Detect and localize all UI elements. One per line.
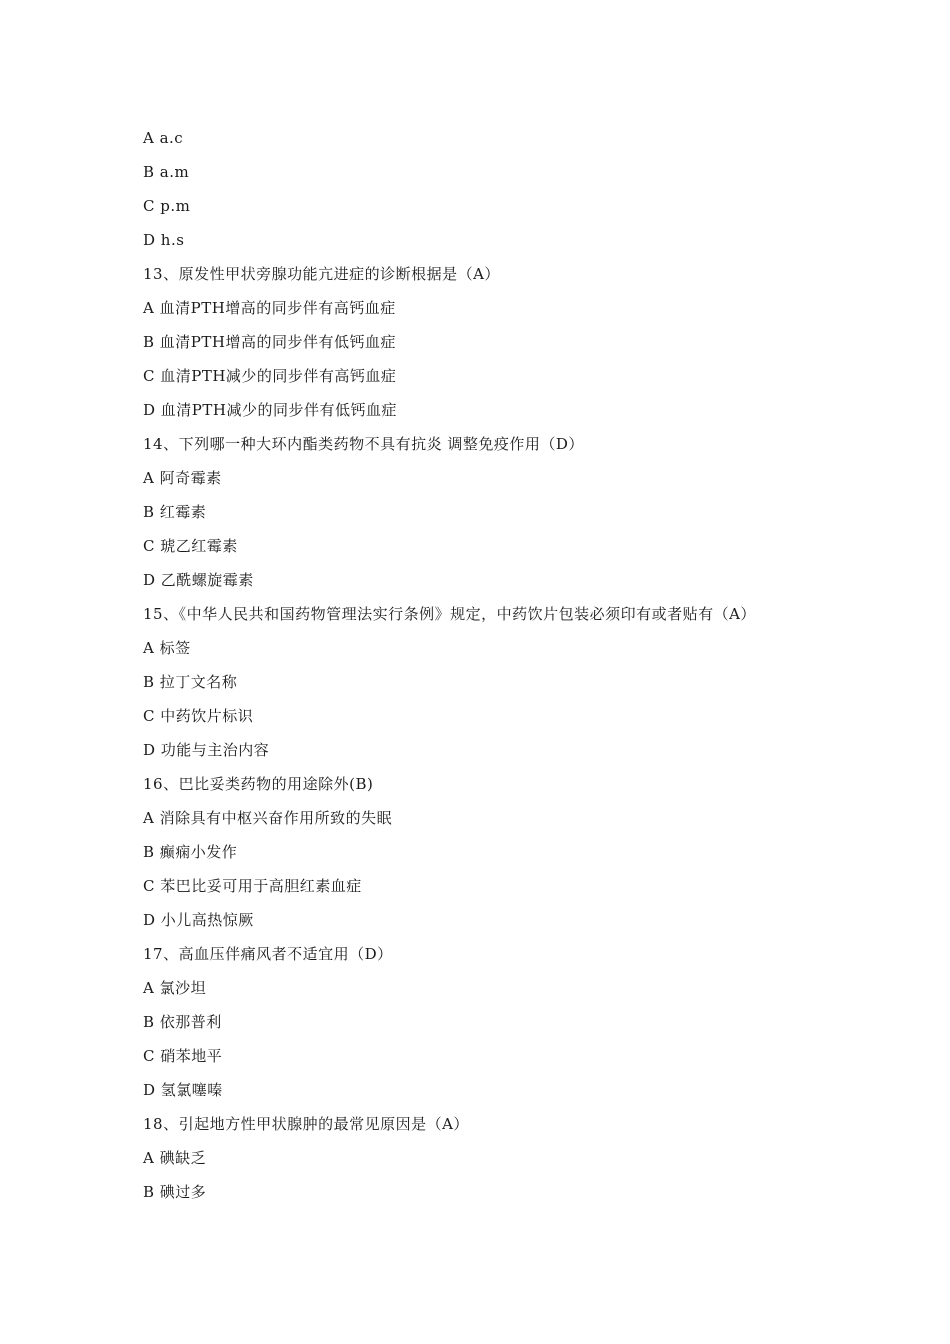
question-line: 17、高血压伴痛风者不适宜用（D） [143, 945, 393, 963]
option-line: C 中药饮片标识 [143, 707, 254, 725]
option-line: A a.c [143, 129, 184, 147]
option-line: B 依那普利 [143, 1013, 222, 1031]
question-list [143, 126, 823, 1214]
option-line: D 乙酰螺旋霉素 [143, 571, 254, 589]
option-line: B 红霉素 [143, 503, 207, 521]
option-line: B 碘过多 [143, 1183, 207, 1201]
option-line: D 血清PTH减少的同步伴有低钙血症 [143, 401, 397, 419]
option-line: D 功能与主治内容 [143, 741, 270, 759]
option-line: A 碘缺乏 [143, 1149, 207, 1167]
option-line: A 阿奇霉素 [143, 469, 222, 487]
option-line: C 血清PTH减少的同步伴有高钙血症 [143, 367, 397, 385]
option-line: D h.s [143, 231, 185, 249]
option-line: B 血清PTH增高的同步伴有低钙血症 [143, 333, 396, 351]
option-line: A 消除具有中枢兴奋作用所致的失眠 [143, 809, 393, 827]
question-line: 13、原发性甲状旁腺功能亢进症的诊断根据是（A） [143, 265, 500, 283]
option-line: C p.m [143, 197, 191, 215]
option-line: B a.m [143, 163, 190, 181]
option-line: C 苯巴比妥可用于高胆红素血症 [143, 877, 362, 895]
question-line: 16、巴比妥类药物的用途除外(B) [143, 775, 374, 793]
question-line: 15、《中华人民共和国药物管理法实行条例》规定，中药饮片包装必须印有或者贴有（A） [143, 605, 756, 623]
option-line: D 小儿高热惊厥 [143, 911, 254, 929]
option-line: D 氢氯噻嗪 [143, 1081, 223, 1099]
question-line: 18、引起地方性甲状腺肿的最常见原因是（A） [143, 1115, 469, 1133]
option-line: A 血清PTH增高的同步伴有高钙血症 [143, 299, 396, 317]
option-line: B 癫痫小发作 [143, 843, 238, 861]
question-line: 14、下列哪一种大环内酯类药物不具有抗炎 调整免疫作用（D） [143, 435, 584, 453]
option-line: C 琥乙红霉素 [143, 537, 238, 555]
option-line: C 硝苯地平 [143, 1047, 223, 1065]
option-line: A 标签 [143, 639, 191, 657]
option-line: A 氯沙坦 [143, 979, 207, 997]
option-line: B 拉丁文名称 [143, 673, 238, 691]
